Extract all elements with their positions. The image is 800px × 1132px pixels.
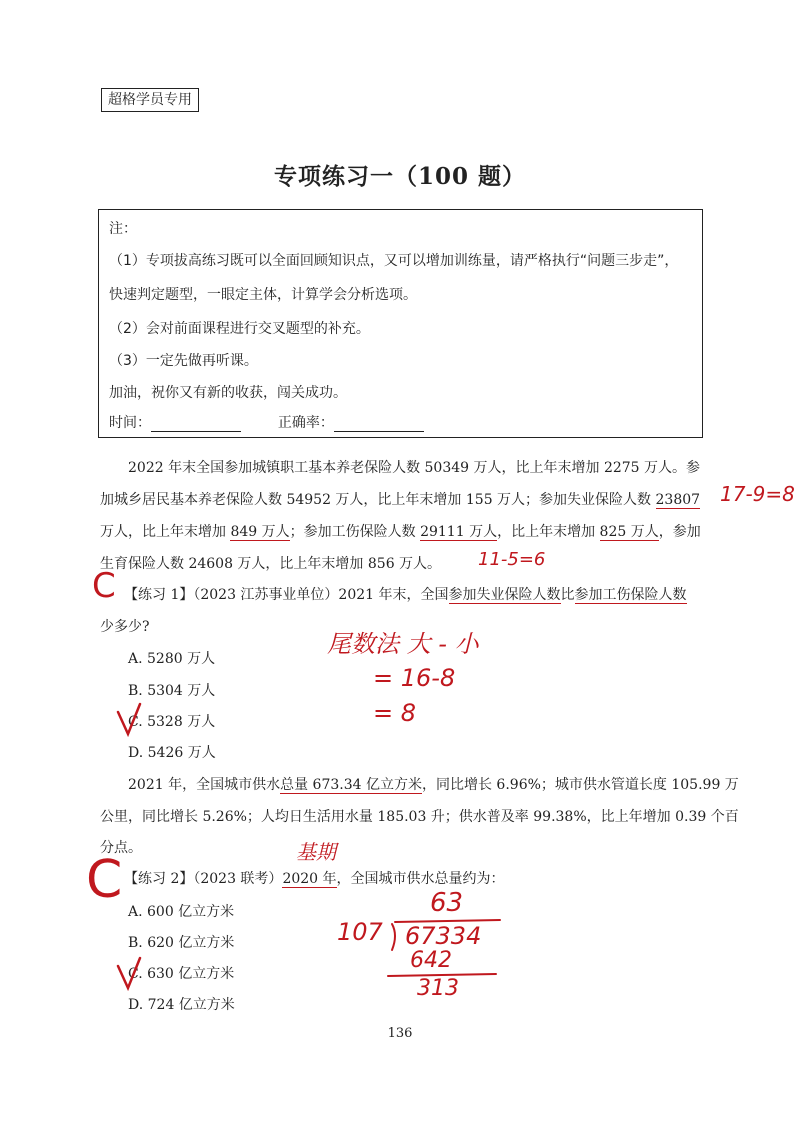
- handwritten-step-2: = 8: [373, 699, 417, 727]
- question-1-text: 【练习 1】（2023 江苏事业单位）2021 年末，全国: [124, 587, 449, 603]
- passage1-text: 万人，比上年末增加: [100, 524, 231, 540]
- handwritten-step-1: = 16-8: [373, 664, 456, 692]
- notes-box: [98, 209, 703, 438]
- passage2-text: 2021 年，全国城市供水: [128, 777, 281, 793]
- question-1: [124, 584, 687, 604]
- question-2-text: ，全国城市供水总量约为：: [336, 871, 505, 887]
- q1-option-b: B. 5304 万人: [128, 683, 216, 699]
- notes-heading: 注：: [109, 221, 137, 237]
- handwritten-note-17-9: 17-9=8: [720, 482, 795, 506]
- division-dividend: 67334: [405, 922, 482, 950]
- underlined-term: 参加工伤保险人数: [574, 587, 687, 603]
- passage2-line-2: 公里，同比增长 5.26%；人均日生活用水量 185.03 升；供水普及率 99.38%，比上年增加 0.39 个百: [100, 809, 739, 825]
- question-1-line-2: 少多少?: [100, 619, 150, 635]
- passage1-line-4: 生育保险人数 24608 万人，比上年末增加 856 万人。: [100, 556, 442, 572]
- handwritten-answer-2: C: [86, 850, 123, 910]
- handwritten-note-11-5: 11-5=6: [478, 549, 546, 570]
- notes-line-1: （1）专项拔高练习既可以全面回顾知识点，又可以增加训练量，请严格执行“问题三步走”，: [109, 253, 679, 269]
- division-quotient: 63: [430, 888, 464, 918]
- time-blank: [151, 417, 241, 432]
- notes-line-5: 加油，祝你又有新的收获，闯关成功。: [109, 385, 347, 401]
- underlined-year: 2020 年: [282, 871, 337, 887]
- q2-option-b: B. 620 亿立方米: [128, 935, 235, 951]
- handwritten-period-note: 基期: [296, 840, 336, 864]
- time-label: 时间：: [109, 415, 151, 431]
- accuracy-label: 正确率：: [277, 415, 334, 431]
- handwritten-answer-1: C: [92, 566, 116, 606]
- passage2-line-3: 分点。: [100, 840, 142, 856]
- passage1-text: ，比上年末增加: [497, 524, 600, 540]
- underlined-value: 总量 673.34 亿立方米: [280, 777, 422, 793]
- q2-option-a: A. 600 亿立方米: [128, 904, 235, 920]
- division-product: 642: [410, 948, 452, 973]
- passage1-line-3: [100, 521, 701, 541]
- passage1-text: ，参加: [658, 524, 701, 540]
- q1-option-a: A. 5280 万人: [128, 651, 216, 667]
- passage2-line-1: [128, 774, 739, 794]
- notes-time-row: [109, 412, 424, 432]
- passage1-line-1: 2022 年末全国参加城镇职工基本养老保险人数 50349 万人，比上年末增加 2275 万人。参: [128, 460, 701, 476]
- notes-line-3: （2）会对前面课程进行交叉题型的补充。: [109, 321, 370, 337]
- q2-option-c: C. 630 亿立方米: [128, 966, 235, 982]
- passage1-text: ；参加工伤保险人数: [289, 524, 421, 540]
- exclusive-tag: 超格学员专用: [101, 88, 199, 112]
- question-1-text: 比: [560, 587, 575, 603]
- underlined-value: 23807: [655, 492, 701, 508]
- underlined-term: 参加失业保险人数: [448, 587, 561, 603]
- page-number: 136: [387, 1026, 413, 1041]
- page-title: 专项练习一（100 题）: [273, 163, 527, 190]
- passage1-text: 加城乡居民基本养老保险人数 54952 万人，比上年末增加 155 万人；参加失业保险人数: [100, 492, 656, 508]
- underlined-value: 825 万人: [599, 524, 659, 540]
- passage1-line-2: [100, 489, 700, 509]
- division-remainder: 313: [417, 976, 459, 1001]
- passage2-text: ，同比增长 6.96%；城市供水管道长度 105.99 万: [421, 777, 739, 793]
- notes-line-4: （3）一定先做再听课。: [109, 353, 258, 369]
- underlined-value: 29111 万人: [420, 524, 498, 540]
- accuracy-blank: [334, 417, 424, 432]
- q2-option-d: D. 724 亿立方米: [128, 997, 235, 1013]
- notes-line-2: 快速判定题型，一眼定主体，计算学会分析选项。: [109, 287, 417, 303]
- q1-option-d: D. 5426 万人: [128, 745, 216, 761]
- question-2-text: 【练习 2】（2023 联考）: [124, 871, 283, 887]
- division-divisor: 107: [337, 918, 383, 946]
- handwritten-method: 尾数法 大 - 小: [327, 630, 479, 658]
- q1-option-c: C. 5328 万人: [128, 714, 216, 730]
- question-2: [124, 868, 505, 888]
- underlined-value: 849 万人: [230, 524, 290, 540]
